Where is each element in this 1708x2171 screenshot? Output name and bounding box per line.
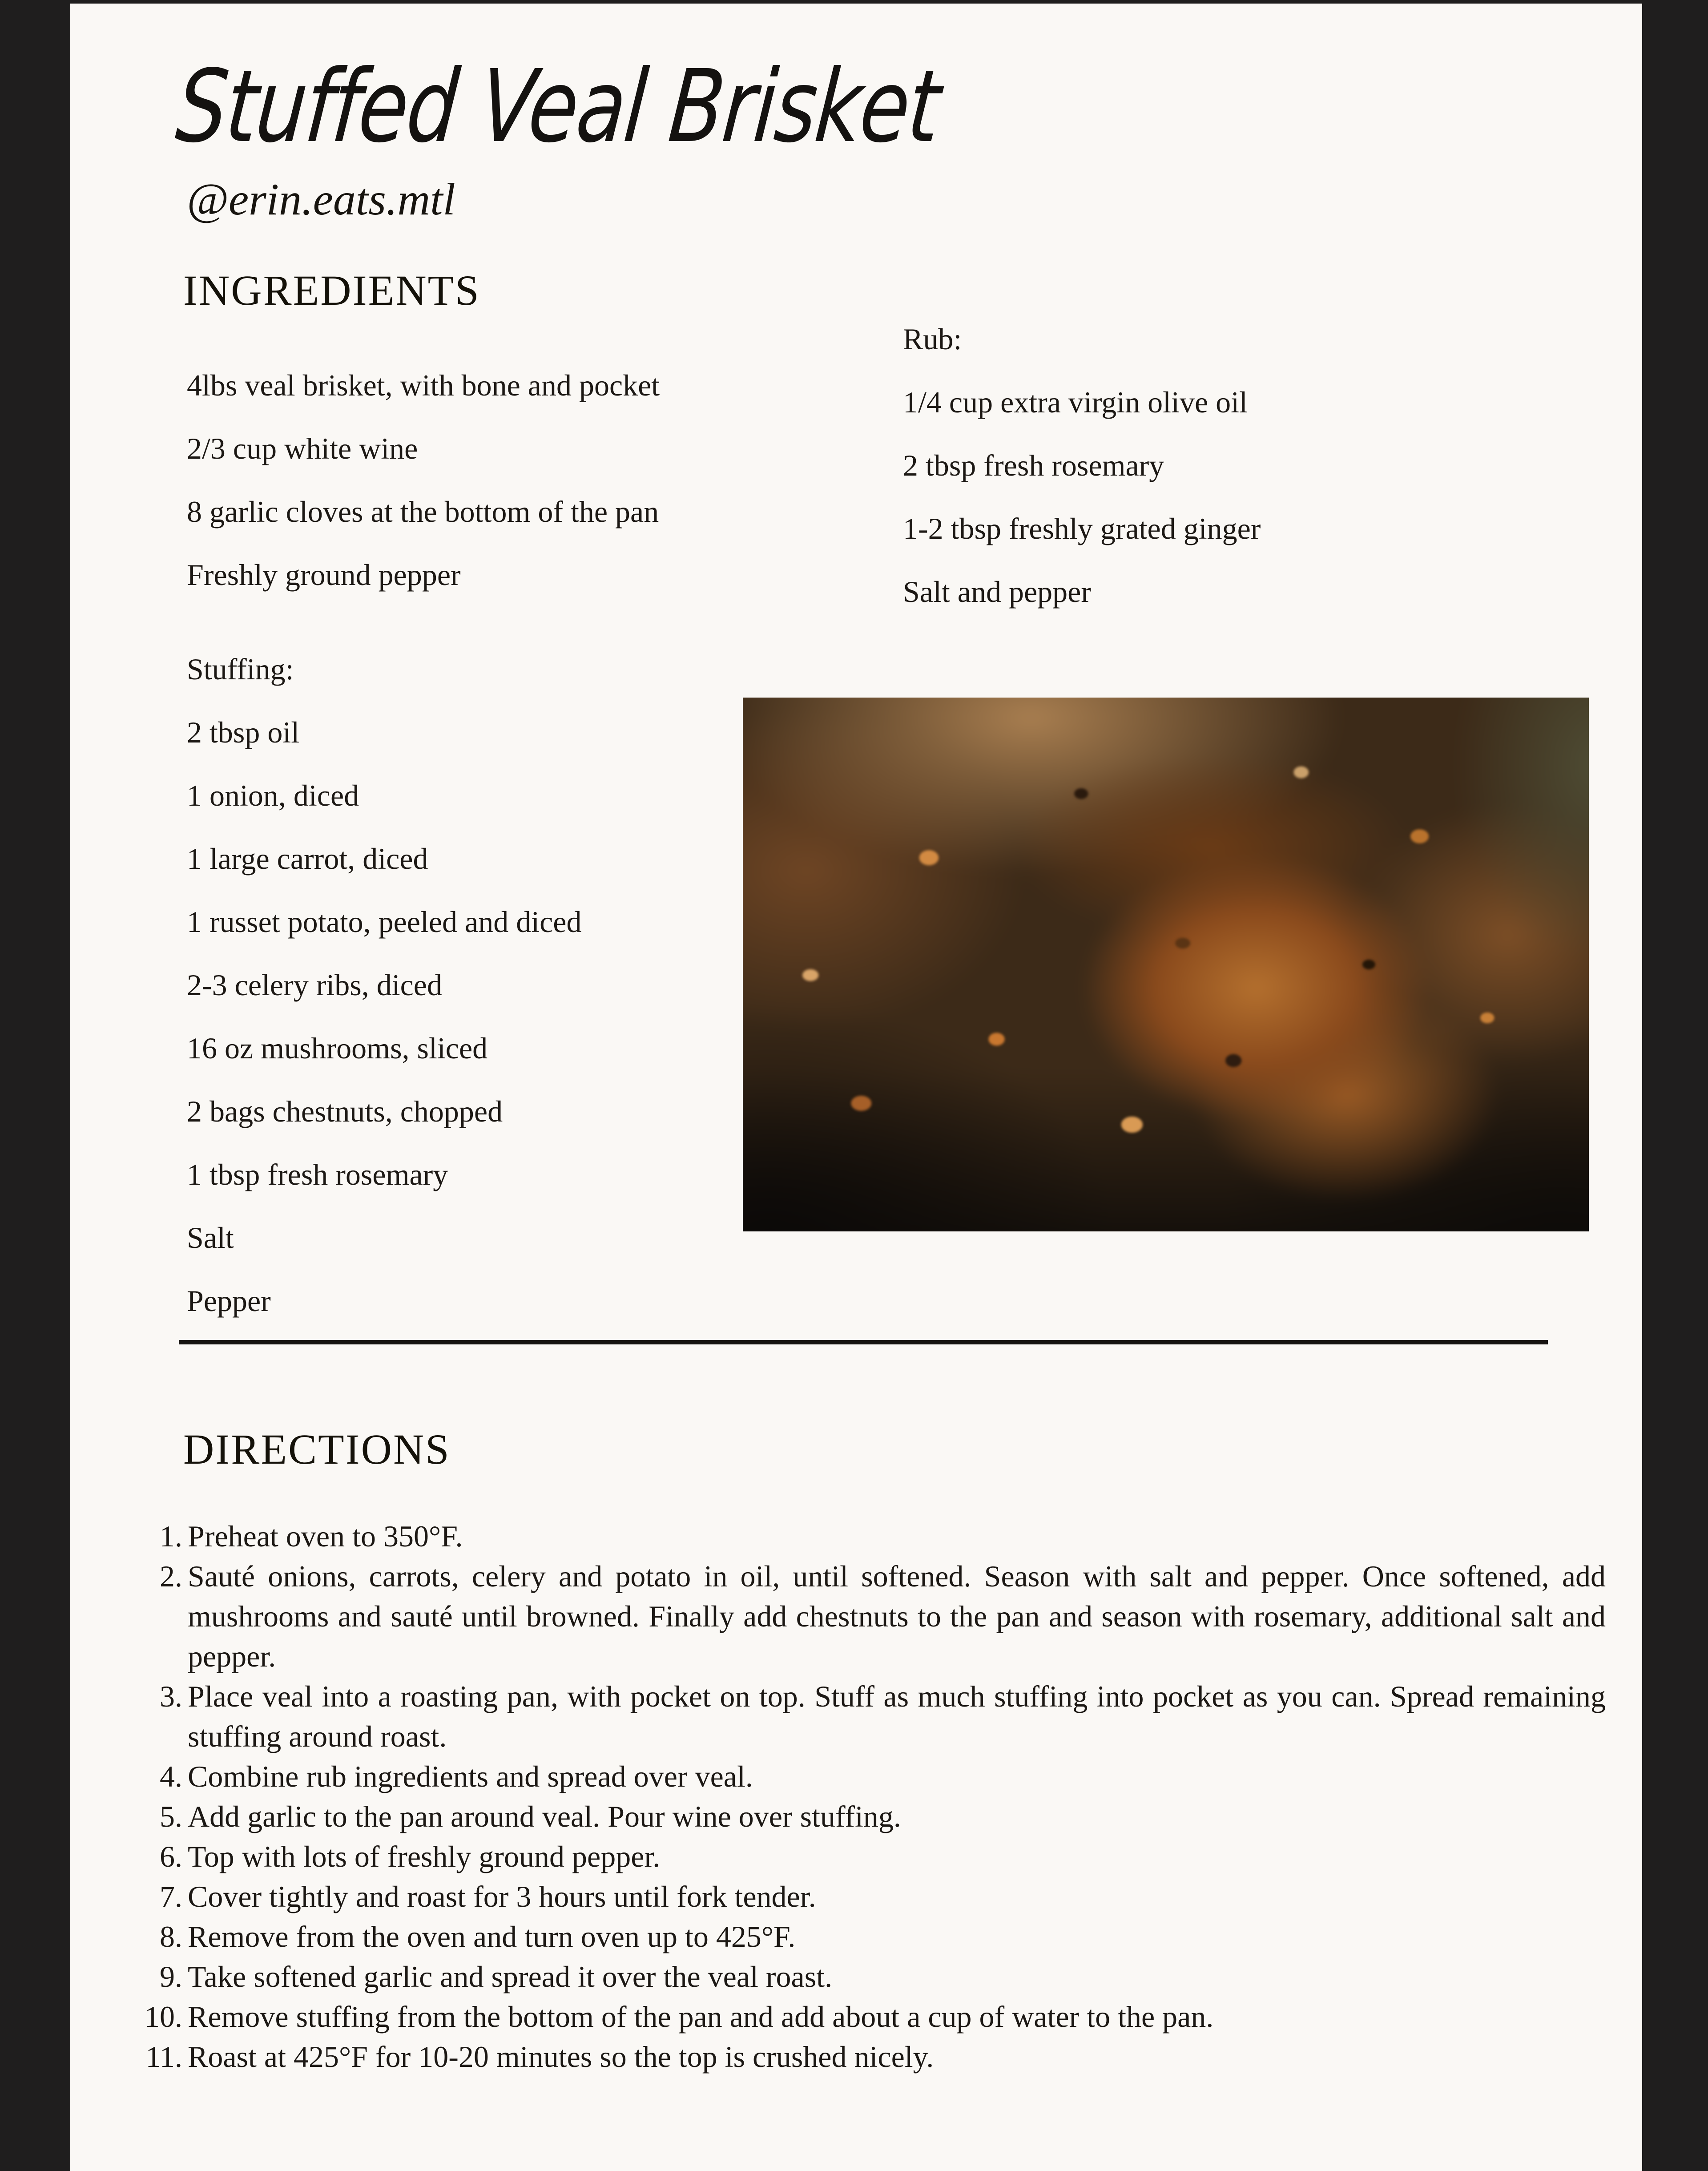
ingredient-item: 4lbs veal brisket, with bone and pocket [187, 368, 660, 402]
ingredient-item: 1 onion, diced [187, 779, 359, 812]
step-number: 2. [160, 1559, 182, 1593]
direction-step [133, 1676, 1606, 1756]
recipe-title: Stuffed Veal Brisket [172, 48, 944, 165]
ingredient-item: 1/4 cup extra virgin olive oil [903, 385, 1248, 419]
step-text: Top with lots of freshly ground pepper. [188, 1840, 661, 1873]
step-text: Preheat oven to 350°F. [188, 1519, 463, 1553]
author-handle: @erin.eats.mtl [187, 174, 455, 225]
ingredient-item: 1 russet potato, peeled and diced [187, 905, 582, 939]
step-number: 5. [160, 1800, 182, 1833]
section-divider [179, 1340, 1548, 1344]
step-number: 4. [160, 1759, 182, 1793]
step-text: Add garlic to the pan around veal. Pour wine over stuffing. [188, 1800, 901, 1833]
ingredients-stuffing-list [187, 638, 582, 1332]
ingredient-item: 1 large carrot, diced [187, 842, 428, 876]
step-text: Remove stuffing from the bottom of the pan and add about a cup of water to the pan. [188, 2000, 1214, 2034]
stuffing-label: Stuffing: [187, 652, 294, 686]
directions-heading: DIRECTIONS [183, 1425, 451, 1473]
step-text: Remove from the oven and turn oven up to 425°F. [188, 1920, 796, 1953]
direction-step [133, 1917, 1606, 1957]
ingredient-item: 2/3 cup white wine [187, 432, 418, 465]
direction-step [133, 1796, 1606, 1836]
dish-photo [743, 698, 1589, 1231]
rub-label: Rub: [903, 322, 962, 356]
direction-step [133, 1997, 1606, 2037]
ingredient-item: 2 bags chestnuts, chopped [187, 1094, 503, 1128]
recipe-card [70, 4, 1642, 2171]
direction-step [133, 2037, 1606, 2077]
ingredient-item: Salt and pepper [903, 575, 1091, 609]
direction-step [133, 1957, 1606, 1997]
step-text: Combine rub ingredients and spread over veal. [188, 1759, 753, 1793]
step-text: Take softened garlic and spread it over the veal roast. [188, 1960, 833, 1993]
ingredient-item: 2 tbsp oil [187, 715, 300, 749]
ingredients-heading: INGREDIENTS [183, 266, 480, 314]
ingredient-item: Pepper [187, 1284, 271, 1318]
ingredient-item: 16 oz mushrooms, sliced [187, 1031, 488, 1065]
step-number: 8. [160, 1920, 182, 1953]
ingredient-item: 1 tbsp fresh rosemary [187, 1158, 448, 1191]
ingredient-item: Salt [187, 1221, 234, 1255]
ingredients-main-list [187, 354, 660, 606]
step-number: 11. [145, 2040, 182, 2074]
step-number: 10. [145, 2000, 182, 2034]
ingredient-item: 1-2 tbsp freshly grated ginger [903, 512, 1261, 545]
ingredient-item: Freshly ground pepper [187, 558, 461, 592]
ingredient-item: 8 garlic cloves at the bottom of the pan [187, 495, 659, 529]
direction-step [133, 1756, 1606, 1796]
step-number: 1. [160, 1519, 182, 1553]
direction-step [133, 1836, 1606, 1876]
step-number: 3. [160, 1679, 182, 1713]
direction-step [133, 1876, 1606, 1917]
ingredient-item: 2-3 celery ribs, diced [187, 968, 442, 1002]
step-number: 9. [160, 1960, 182, 1993]
ingredient-item: 2 tbsp fresh rosemary [903, 448, 1164, 482]
step-text: Roast at 425°F for 10-20 minutes so the top is crushed nicely. [188, 2040, 934, 2074]
direction-step [133, 1516, 1606, 1556]
step-text: Sauté onions, carrots, celery and potato in oil, until softened. Season with salt and pepper. Once softened, add mushrooms and sauté until browned. Finally add chestnuts to the pan and season with rosemary, additional salt and pepper. [188, 1559, 1606, 1673]
directions-list [133, 1516, 1606, 2077]
step-text: Cover tightly and roast for 3 hours until fork tender. [188, 1880, 816, 1913]
direction-step [133, 1556, 1606, 1676]
step-number: 6. [160, 1840, 182, 1873]
step-number: 7. [160, 1880, 182, 1913]
dish-photo-speckles [743, 698, 1589, 1231]
ingredients-rub-list [903, 307, 1261, 623]
step-text: Place veal into a roasting pan, with pocket on top. Stuff as much stuffing into pocket as you can. Spread remaining stuffing around roast. [188, 1679, 1606, 1753]
